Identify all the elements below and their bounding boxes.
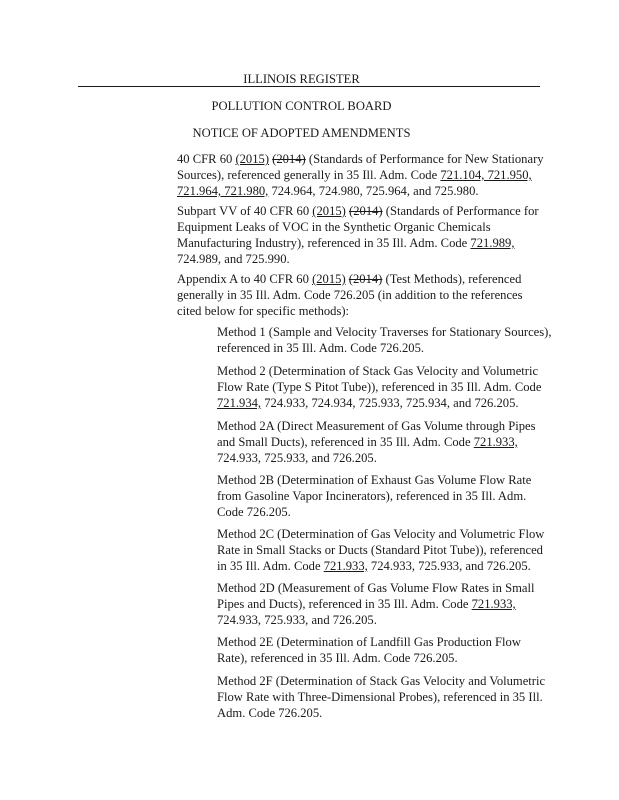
inserted-text: (2015) xyxy=(235,152,270,166)
text-segment: Method 2A (Direct Measurement of Gas Volume through Pipes and Small Ducts), referenced in 35 Ill. Adm. Code xyxy=(217,419,536,449)
text-segment: Method 1 (Sample and Velocity Traverses for Stationary Sources), referenced in 35 Ill. Adm. Code 726.205. xyxy=(217,325,552,355)
reference-paragraph-subpart-vv xyxy=(177,203,547,267)
reference-paragraph-40cfr60 xyxy=(177,151,547,199)
inserted-text: 721.933, xyxy=(323,559,368,573)
text-segment: Method 2F (Determination of Stack Gas Velocity and Volumetric Flow Rate with Three-Dimensional Probes), referenced in 35 Ill. Adm. Code 726.205. xyxy=(217,674,546,720)
text-segment: 724.964, 724.980, 725.964, and 725.980. xyxy=(268,184,479,198)
text-segment: Method 2B (Determination of Exhaust Gas Volume Flow Rate from Gasoline Vapor Incinerators), referenced in 35 Ill. Adm. Code 726.205. xyxy=(217,473,532,519)
register-title: ILLINOIS REGISTER xyxy=(243,72,360,86)
notice-title: NOTICE OF ADOPTED AMENDMENTS xyxy=(192,126,411,140)
inserted-text: 721.104, 721.950, 721.964, 721.980, xyxy=(177,168,532,198)
text-segment: 724.933, 725.933, and 726.205. xyxy=(217,451,377,465)
method-item-2b xyxy=(217,472,552,520)
text-segment: Method 2C (Determination of Gas Velocity and Volumetric Flow Rate in Small Stacks or Ducts (Standard Pitot Tube)), referenced in 35 Ill. Adm. Code xyxy=(217,527,545,573)
method-item-2a xyxy=(217,418,552,466)
text-segment: Method 2E (Determination of Landfill Gas Production Flow Rate), referenced in 35 Ill. Adm. Code 726.205. xyxy=(217,635,521,665)
text-segment: (Test Methods), referenced generally in 35 Ill. Adm. Code 726.205 (in addition to the references cited below for specific methods): xyxy=(177,272,523,318)
text-segment: (Standards of Performance for New Stationary Sources), referenced generally in 35 Ill. Adm. Code xyxy=(177,152,544,182)
text-segment: Subpart VV of 40 CFR 60 xyxy=(177,204,313,218)
text-segment: 724.933, 724.934, 725.933, 725.934, and 726.205. xyxy=(261,396,519,410)
text-segment: 724.933, 725.933, and 726.205. xyxy=(367,559,531,573)
deleted-text: (2014) xyxy=(349,204,383,218)
method-item-2d xyxy=(217,580,552,628)
inserted-text: 721.934, xyxy=(217,396,262,410)
method-item-2e xyxy=(217,634,552,666)
deleted-text: (2014) xyxy=(348,272,383,286)
text-segment: 724.933, 725.933, and 726.205. xyxy=(217,613,377,627)
inserted-text: 721.989, xyxy=(470,236,515,250)
text-segment: 724.989, and 725.990. xyxy=(177,252,290,266)
method-item-2f xyxy=(217,673,552,721)
text-segment: (Standards of Performance for Equipment Leaks of VOC in the Synthetic Organic Chemicals Manufacturing Industry), referenced in 35 Ill. Adm. Code xyxy=(177,204,539,250)
inserted-text: 721.933, xyxy=(471,597,516,611)
method-item-2 xyxy=(217,363,552,411)
deleted-text: (2014) xyxy=(272,152,306,166)
text-segment: Method 2 (Determination of Stack Gas Velocity and Volumetric Flow Rate (Type S Pitot Tube)), referenced in 35 Ill. Adm. Code xyxy=(217,364,542,394)
text-segment: 40 CFR 60 xyxy=(177,152,236,166)
text-segment: Appendix A to 40 CFR 60 xyxy=(177,272,313,286)
reference-paragraph-appendix-a xyxy=(177,271,547,319)
inserted-text: (2015) xyxy=(312,272,346,286)
method-item-1 xyxy=(217,324,552,356)
method-item-2c xyxy=(217,526,552,574)
inserted-text: 721.933, xyxy=(473,435,518,449)
inserted-text: (2015) xyxy=(312,204,346,218)
header-rule xyxy=(78,86,540,87)
board-name: POLLUTION CONTROL BOARD xyxy=(211,99,392,113)
text-segment: Method 2D (Measurement of Gas Volume Flow Rates in Small Pipes and Ducts), referenced in 35 Ill. Adm. Code xyxy=(217,581,535,611)
